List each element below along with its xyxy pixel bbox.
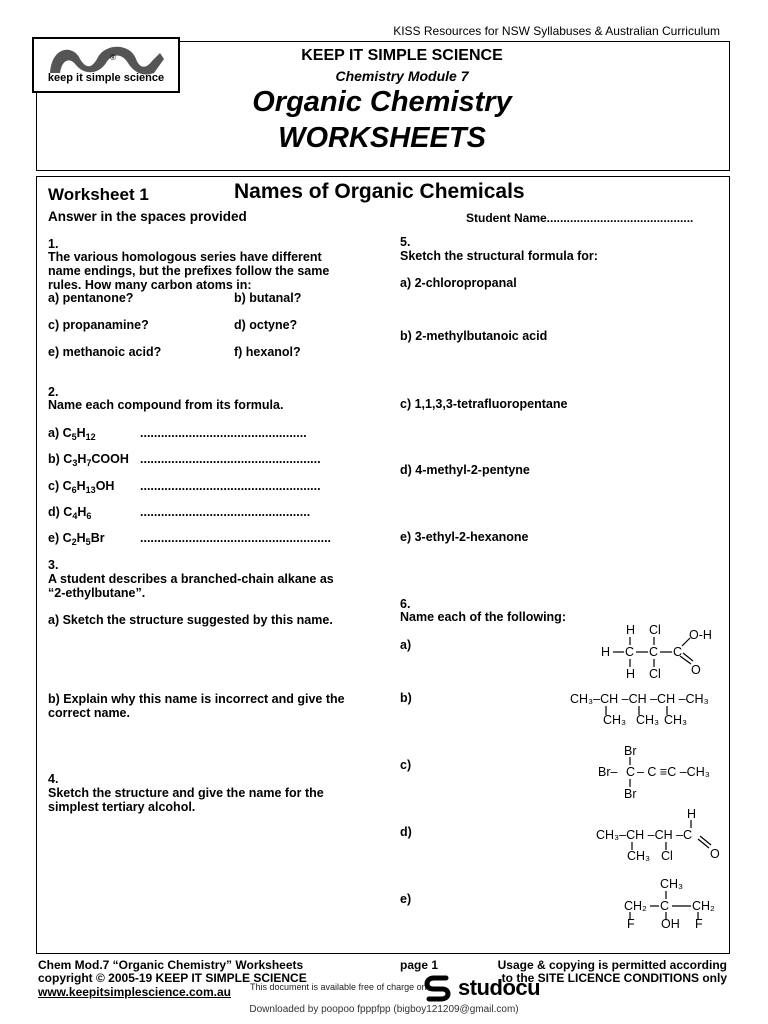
sd-main-chain: CH₃–CH –CH –C	[596, 828, 693, 842]
q5-number: 5.	[400, 235, 411, 249]
se-c-center: C	[660, 899, 670, 913]
q3-b-2: correct name.	[48, 706, 130, 720]
q3-text-1: A student describes a branched-chain alkane as	[48, 572, 334, 586]
sa-cl-top: Cl	[649, 623, 661, 637]
q6-d: d)	[400, 825, 412, 839]
q4-text-1: Sketch the structure and give the name for the	[48, 786, 324, 800]
se-ch2-right: CH₂	[692, 899, 715, 913]
q3-b-1: b) Explain why this name is incorrect and give the	[48, 692, 345, 706]
sc-bonds	[620, 755, 640, 791]
q2-answer-b[interactable]: ....................................................	[140, 452, 321, 466]
header-module: Chemistry Module 7	[335, 68, 469, 84]
q4-number: 4.	[48, 772, 59, 786]
sa-c2: C	[649, 645, 659, 659]
logo-caption: keep it simple science	[47, 72, 165, 84]
se-bonds	[620, 890, 710, 922]
q6-c: c)	[400, 758, 412, 772]
sc-rest: – C ≡C –CH₃	[637, 765, 710, 779]
q2-text: Name each compound from its formula.	[48, 398, 284, 412]
sd-o: O	[710, 847, 720, 861]
sa-h-top: H	[626, 623, 636, 637]
student-name-field[interactable]: Student Name............................................	[466, 211, 694, 225]
q5-d: d) 4-methyl-2-pentyne	[400, 463, 530, 477]
sb-methyl-1: CH₃	[603, 713, 627, 727]
sb-methyl-3: CH₃	[664, 713, 688, 727]
q1-c: c) propanamine?	[48, 318, 149, 332]
q2-item-b: b) $C_3H_7COOH$	[48, 452, 129, 468]
q2-answer-d[interactable]: .................................................	[140, 505, 311, 519]
q5-a: a) 2-chloropropanal	[400, 276, 517, 290]
page-title: Organic Chemistry	[252, 86, 512, 118]
q1-e: e) methanoic acid?	[48, 345, 162, 359]
q3-text-2: “2-ethylbutane”.	[48, 586, 146, 600]
q2-item-c: c) $C_6H_{13}OH$	[48, 479, 115, 495]
q2-answer-e[interactable]: .......................................................	[140, 531, 332, 545]
sa-o: O	[691, 663, 701, 677]
worksheet-instruction: Answer in the spaces provided	[48, 209, 247, 224]
q2-answer-a[interactable]: ................................................	[140, 426, 307, 440]
logo-reg-mark: ®	[110, 53, 116, 62]
sc-br-top: Br	[624, 744, 637, 758]
footer-line-2: copyright © 2005-19 KEEP IT SIMPLE SCIENCE	[38, 971, 307, 985]
q1-d: d) octyne?	[234, 318, 298, 332]
q1-a: a) pentanone?	[48, 291, 134, 305]
logo	[32, 37, 180, 93]
studocu-icon	[424, 974, 454, 1002]
q4-text-2: simplest tertiary alcohol.	[48, 800, 196, 814]
sa-bonds	[600, 620, 710, 680]
worksheet-number: Worksheet 1	[48, 185, 149, 204]
q1-number: 1.	[48, 237, 59, 251]
q2-answer-c[interactable]: ....................................................	[140, 479, 321, 493]
se-methyl-top: CH₃	[660, 877, 684, 891]
sc-c: C	[626, 765, 636, 779]
q5-b: b) 2-methylbutanoic acid	[400, 329, 548, 343]
se-oh: OH	[661, 917, 680, 931]
studocu-wordmark: studocu	[458, 975, 541, 1000]
sd-h: H	[687, 807, 697, 821]
sa-h-left: H	[601, 645, 611, 659]
free-notice: This document is available free of charge on	[250, 982, 427, 992]
q2-number: 2.	[48, 385, 59, 399]
sd-methyl: CH₃	[627, 849, 651, 863]
se-f-right: F	[695, 917, 703, 931]
sc-br-left: Br–	[598, 765, 618, 779]
footer-usage-2: to the SITE LICENCE CONDITIONS only	[501, 971, 727, 985]
q1-text-1: The various homologous series have different	[48, 250, 322, 264]
q1-b: b) butanal?	[234, 291, 302, 305]
sc-br-bottom: Br	[624, 787, 637, 801]
q1-text-2: name endings, but the prefixes follow the same	[48, 264, 330, 278]
se-ch2-left: CH₂	[624, 899, 647, 913]
sd-bonds	[620, 818, 720, 854]
sb-methyl-2: CH₃	[636, 713, 660, 727]
footer-line-1: Chem Mod.7 “Organic Chemistry” Worksheets	[38, 958, 304, 972]
q5-text: Sketch the structural formula for:	[400, 249, 598, 263]
q5-c: c) 1,1,3,3-tetrafluoropentane	[400, 397, 568, 411]
footer-website-link[interactable]: www.keepitsimplescience.com.au	[38, 985, 231, 999]
sb-main-chain: CH₃–CH –CH –CH –CH₃	[570, 692, 709, 706]
sa-oh: O-H	[689, 628, 712, 642]
footer-usage-1: Usage & copying is permitted according	[497, 958, 727, 972]
header-org: KEEP IT SIMPLE SCIENCE	[301, 47, 503, 64]
q2-item-d: d) $C_4H_6$	[48, 505, 92, 521]
q6-text: Name each of the following:	[400, 610, 566, 624]
sa-h-bottom: H	[626, 667, 636, 681]
q2-item-e: e) $C_2H_5Br$	[48, 531, 105, 547]
worksheet-title: Names of Organic Chemicals	[234, 180, 525, 203]
top-banner: KISS Resources for NSW Syllabuses & Australian Curriculum	[393, 24, 720, 38]
sb-bonds	[600, 705, 680, 717]
q6-a: a)	[400, 638, 412, 652]
q5-e: e) 3-ethyl-2-hexanone	[400, 530, 529, 544]
se-f-left: F	[627, 917, 635, 931]
q6-number: 6.	[400, 597, 411, 611]
page-subtitle: WORKSHEETS	[278, 122, 486, 154]
q2-item-a: a) $C_5H_{12}$	[48, 426, 96, 442]
downloaded-by: Downloaded by poopoo fpppfpp (bigboy121209@gmail.com)	[249, 1004, 519, 1015]
footer-page: page 1	[400, 958, 439, 972]
q1-f: f) hexanol?	[234, 345, 301, 359]
q3-number: 3.	[48, 558, 59, 572]
sd-cl: Cl	[661, 849, 673, 863]
q6-e: e)	[400, 892, 412, 906]
q1-text-3: rules. How many carbon atoms in:	[48, 278, 252, 292]
sa-cl-bottom: Cl	[649, 667, 661, 681]
q6-b: b)	[400, 691, 412, 705]
sa-c3: C	[673, 645, 683, 659]
q3-a: a) Sketch the structure suggested by this name.	[48, 613, 333, 627]
sa-c1: C	[625, 645, 635, 659]
